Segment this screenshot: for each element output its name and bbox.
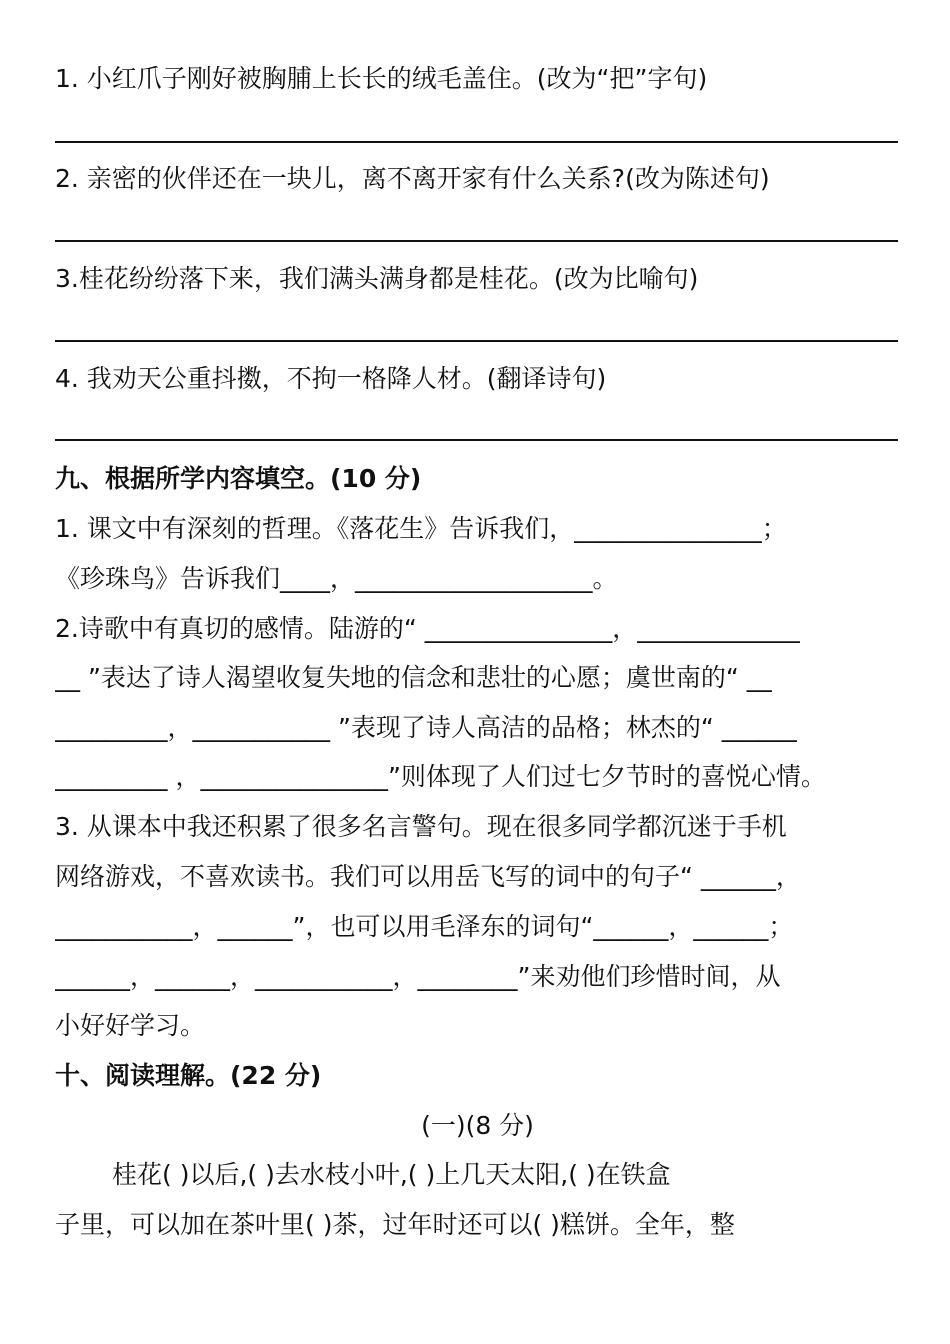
rewrite-question-3: 3.桂花纷纷落下来，我们满头满身都是桂花。(改为比喻句) [55, 264, 699, 293]
reading-passage-title: (一)(8 分) [421, 1111, 534, 1140]
answer-line-3[interactable] [55, 340, 898, 342]
section-10-heading: 十、阅读理解。(22 分) [55, 1061, 322, 1090]
reading-passage-line: 桂花( )以后,( )去水枝小叶,( )上几天太阳,( )在铁盒 [112, 1160, 671, 1189]
rewrite-question-4: 4. 我劝天公重抖擞，不拘一格降人材。(翻译诗句) [55, 364, 607, 393]
section-9-line: __ ”表达了诗人渴望收复失地的信念和悲壮的心愿；虞世南的“ __ [55, 663, 772, 692]
section-9-line: 网络游戏，不喜欢读书。我们可以用岳飞写的词中的句子“ ______， [55, 862, 801, 891]
rewrite-question-1: 1. 小红爪子刚好被胸脯上长长的绒毛盖住。(改为“把”字句) [55, 64, 708, 93]
reading-passage-line: 子里，可以加在茶叶里( )茶，过年时还可以( )糕饼。全年，整 [55, 1210, 735, 1239]
answer-line-2[interactable] [55, 240, 898, 242]
section-9-line: 2.诗歌中有真切的感情。陆游的“ _______________，_____________ [55, 614, 800, 643]
section-9-line: _________ ，_______________”则体现了人们过七夕节时的喜悦心情。 [55, 762, 826, 791]
section-9-line: 小好好学习。 [55, 1011, 206, 1040]
answer-line-1[interactable] [55, 141, 898, 143]
answer-line-4[interactable] [55, 439, 898, 441]
section-9-line: _________，___________ ”表现了诗人高洁的品格；林杰的“ ______ [55, 713, 797, 742]
section-9-line: ___________，______”，也可以用毛泽东的词句“______，______； [55, 912, 794, 941]
section-9-line: 《珍珠鸟》告诉我们____，___________________。 [55, 564, 618, 593]
section-9-line: 1. 课文中有深刻的哲理。《落花生》告诉我们，_______________； [55, 514, 787, 543]
section-9-line: ______，______，___________，________”来劝他们珍惜时间，从 [55, 962, 781, 991]
section-9-heading: 九、根据所学内容填空。(10 分) [55, 464, 422, 493]
section-9-line: 3. 从课本中我还积累了很多名言警句。现在很多同学都沉迷于手机 [55, 812, 787, 841]
rewrite-question-2: 2. 亲密的伙伴还在一块儿，离不离开家有什么关系?(改为陈述句) [55, 164, 770, 193]
